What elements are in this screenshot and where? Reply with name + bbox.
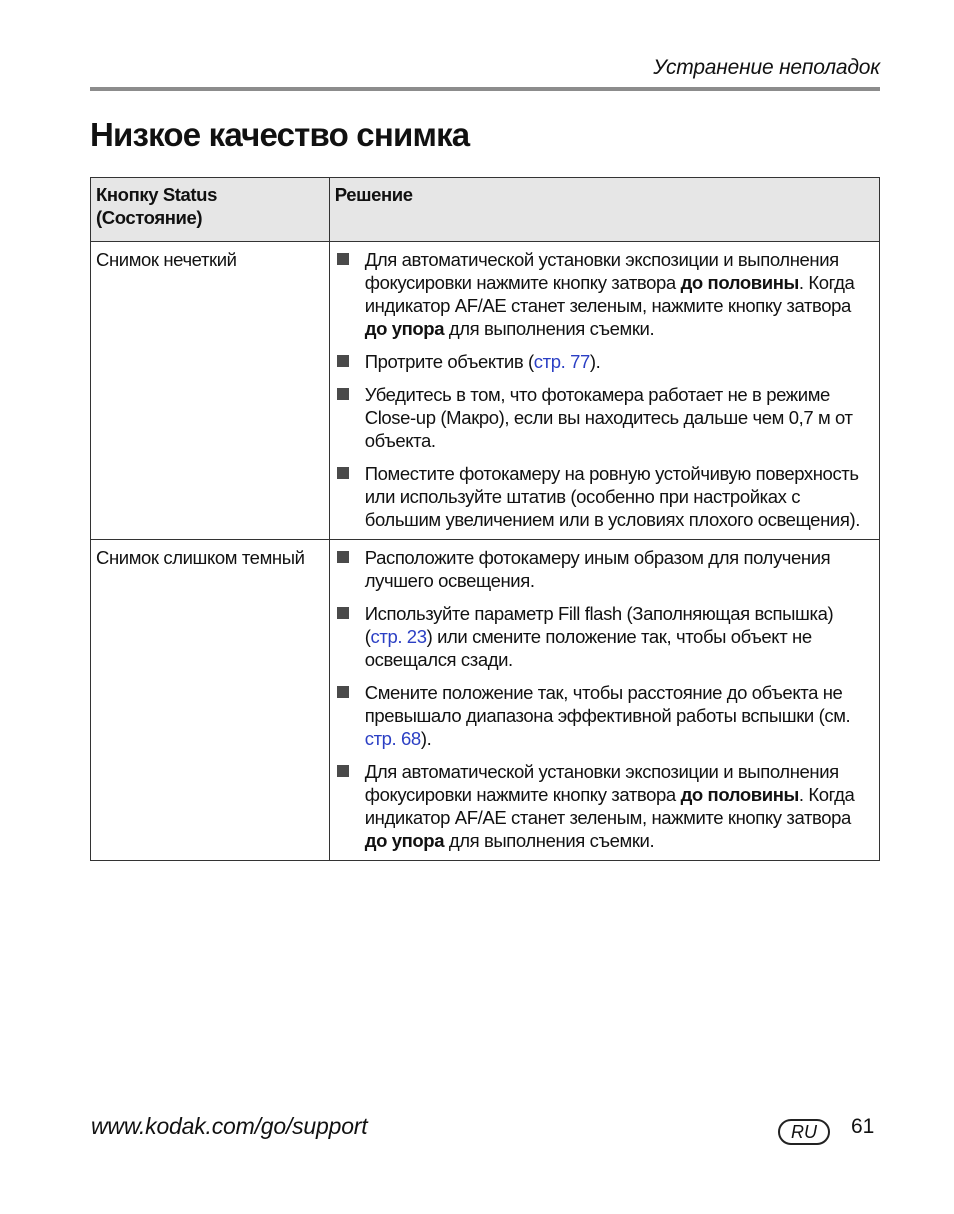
list-item bbox=[335, 546, 873, 592]
list-item bbox=[335, 681, 873, 750]
page-link-77[interactable]: стр. 77 bbox=[533, 351, 590, 372]
solution-cell bbox=[329, 242, 879, 540]
list-item-text: ). bbox=[420, 728, 432, 749]
list-item-text: Для автоматической установки экспозиции и выполнения фокусировки нажмите кнопку затвора bbox=[364, 761, 839, 805]
list-item-text: ). bbox=[589, 351, 601, 372]
list-item bbox=[335, 462, 873, 531]
list-item-text: ) или смените положение так, чтобы объект не освещался сзади. bbox=[364, 626, 812, 670]
page-title: Низкое качество снимка bbox=[90, 116, 470, 153]
solution-cell bbox=[329, 540, 879, 861]
list-item-text: Смените положение так, чтобы расстояние до объекта не превышало диапазона эффективной работы вспышки (см. bbox=[364, 682, 851, 726]
page-number: 61 bbox=[851, 1115, 875, 1138]
list-item-text: Расположите фотокамеру иным образом для получения лучшего освещения. bbox=[364, 547, 831, 591]
square-bullet-icon bbox=[337, 467, 349, 479]
square-bullet-icon bbox=[337, 686, 349, 698]
table-row bbox=[91, 242, 880, 540]
square-bullet-icon bbox=[337, 253, 349, 265]
list-item bbox=[335, 350, 873, 373]
list-item-text: Используйте параметр Fill flash (Заполняющая вспышка) ( bbox=[364, 603, 834, 647]
square-bullet-icon bbox=[337, 355, 349, 367]
column-header-solution: Решение bbox=[329, 178, 879, 242]
solution-list bbox=[335, 546, 873, 852]
page-link-68[interactable]: стр. 68 bbox=[364, 728, 421, 749]
table-header-row bbox=[91, 178, 880, 242]
list-item-text: Поместите фотокамеру на ровную устойчивую поверхность или используйте штатив (особенно при настройках с большим увеличением или в условиях плохого освещения). bbox=[364, 463, 860, 530]
support-url-link[interactable]: www.kodak.com/go/support bbox=[91, 1113, 368, 1139]
emphasis-text: до половины bbox=[680, 784, 799, 805]
emphasis-text: до упора bbox=[364, 830, 445, 851]
list-item bbox=[335, 760, 873, 852]
page-link-23[interactable]: стр. 23 bbox=[370, 626, 427, 647]
list-item-text: . Когда индикатор AF/AE станет зеленым, нажмите кнопку затвора bbox=[364, 272, 855, 316]
solution-list bbox=[335, 248, 873, 531]
list-item-text: Убедитесь в том, что фотокамера работает не в режиме Close-up (Макро), если вы находитесь дальше чем 0,7 м от объекта. bbox=[364, 384, 853, 451]
table-row bbox=[91, 540, 880, 861]
troubleshooting-table bbox=[90, 177, 880, 861]
language-badge: RU bbox=[778, 1119, 830, 1145]
list-item-text: . Когда индикатор AF/AE станет зеленым, нажмите кнопку затвора bbox=[364, 784, 855, 828]
list-item bbox=[335, 602, 873, 671]
square-bullet-icon bbox=[337, 765, 349, 777]
list-item-text: для выполнения съемки. bbox=[444, 830, 655, 851]
status-cell: Снимок нечеткий bbox=[91, 242, 330, 540]
status-cell: Снимок слишком темный bbox=[91, 540, 330, 861]
square-bullet-icon bbox=[337, 607, 349, 619]
list-item-text: Протрите объектив ( bbox=[364, 351, 534, 372]
section-header-title: Устранение неполадок bbox=[653, 56, 880, 79]
square-bullet-icon bbox=[337, 388, 349, 400]
header-rule bbox=[90, 87, 880, 91]
list-item bbox=[335, 248, 873, 340]
column-header-status: Кнопку Status (Состояние) bbox=[91, 178, 330, 242]
square-bullet-icon bbox=[337, 551, 349, 563]
emphasis-text: до упора bbox=[364, 318, 445, 339]
list-item bbox=[335, 383, 873, 452]
list-item-text: Для автоматической установки экспозиции и выполнения фокусировки нажмите кнопку затвора bbox=[364, 249, 839, 293]
list-item-text: для выполнения съемки. bbox=[444, 318, 655, 339]
emphasis-text: до половины bbox=[680, 272, 799, 293]
